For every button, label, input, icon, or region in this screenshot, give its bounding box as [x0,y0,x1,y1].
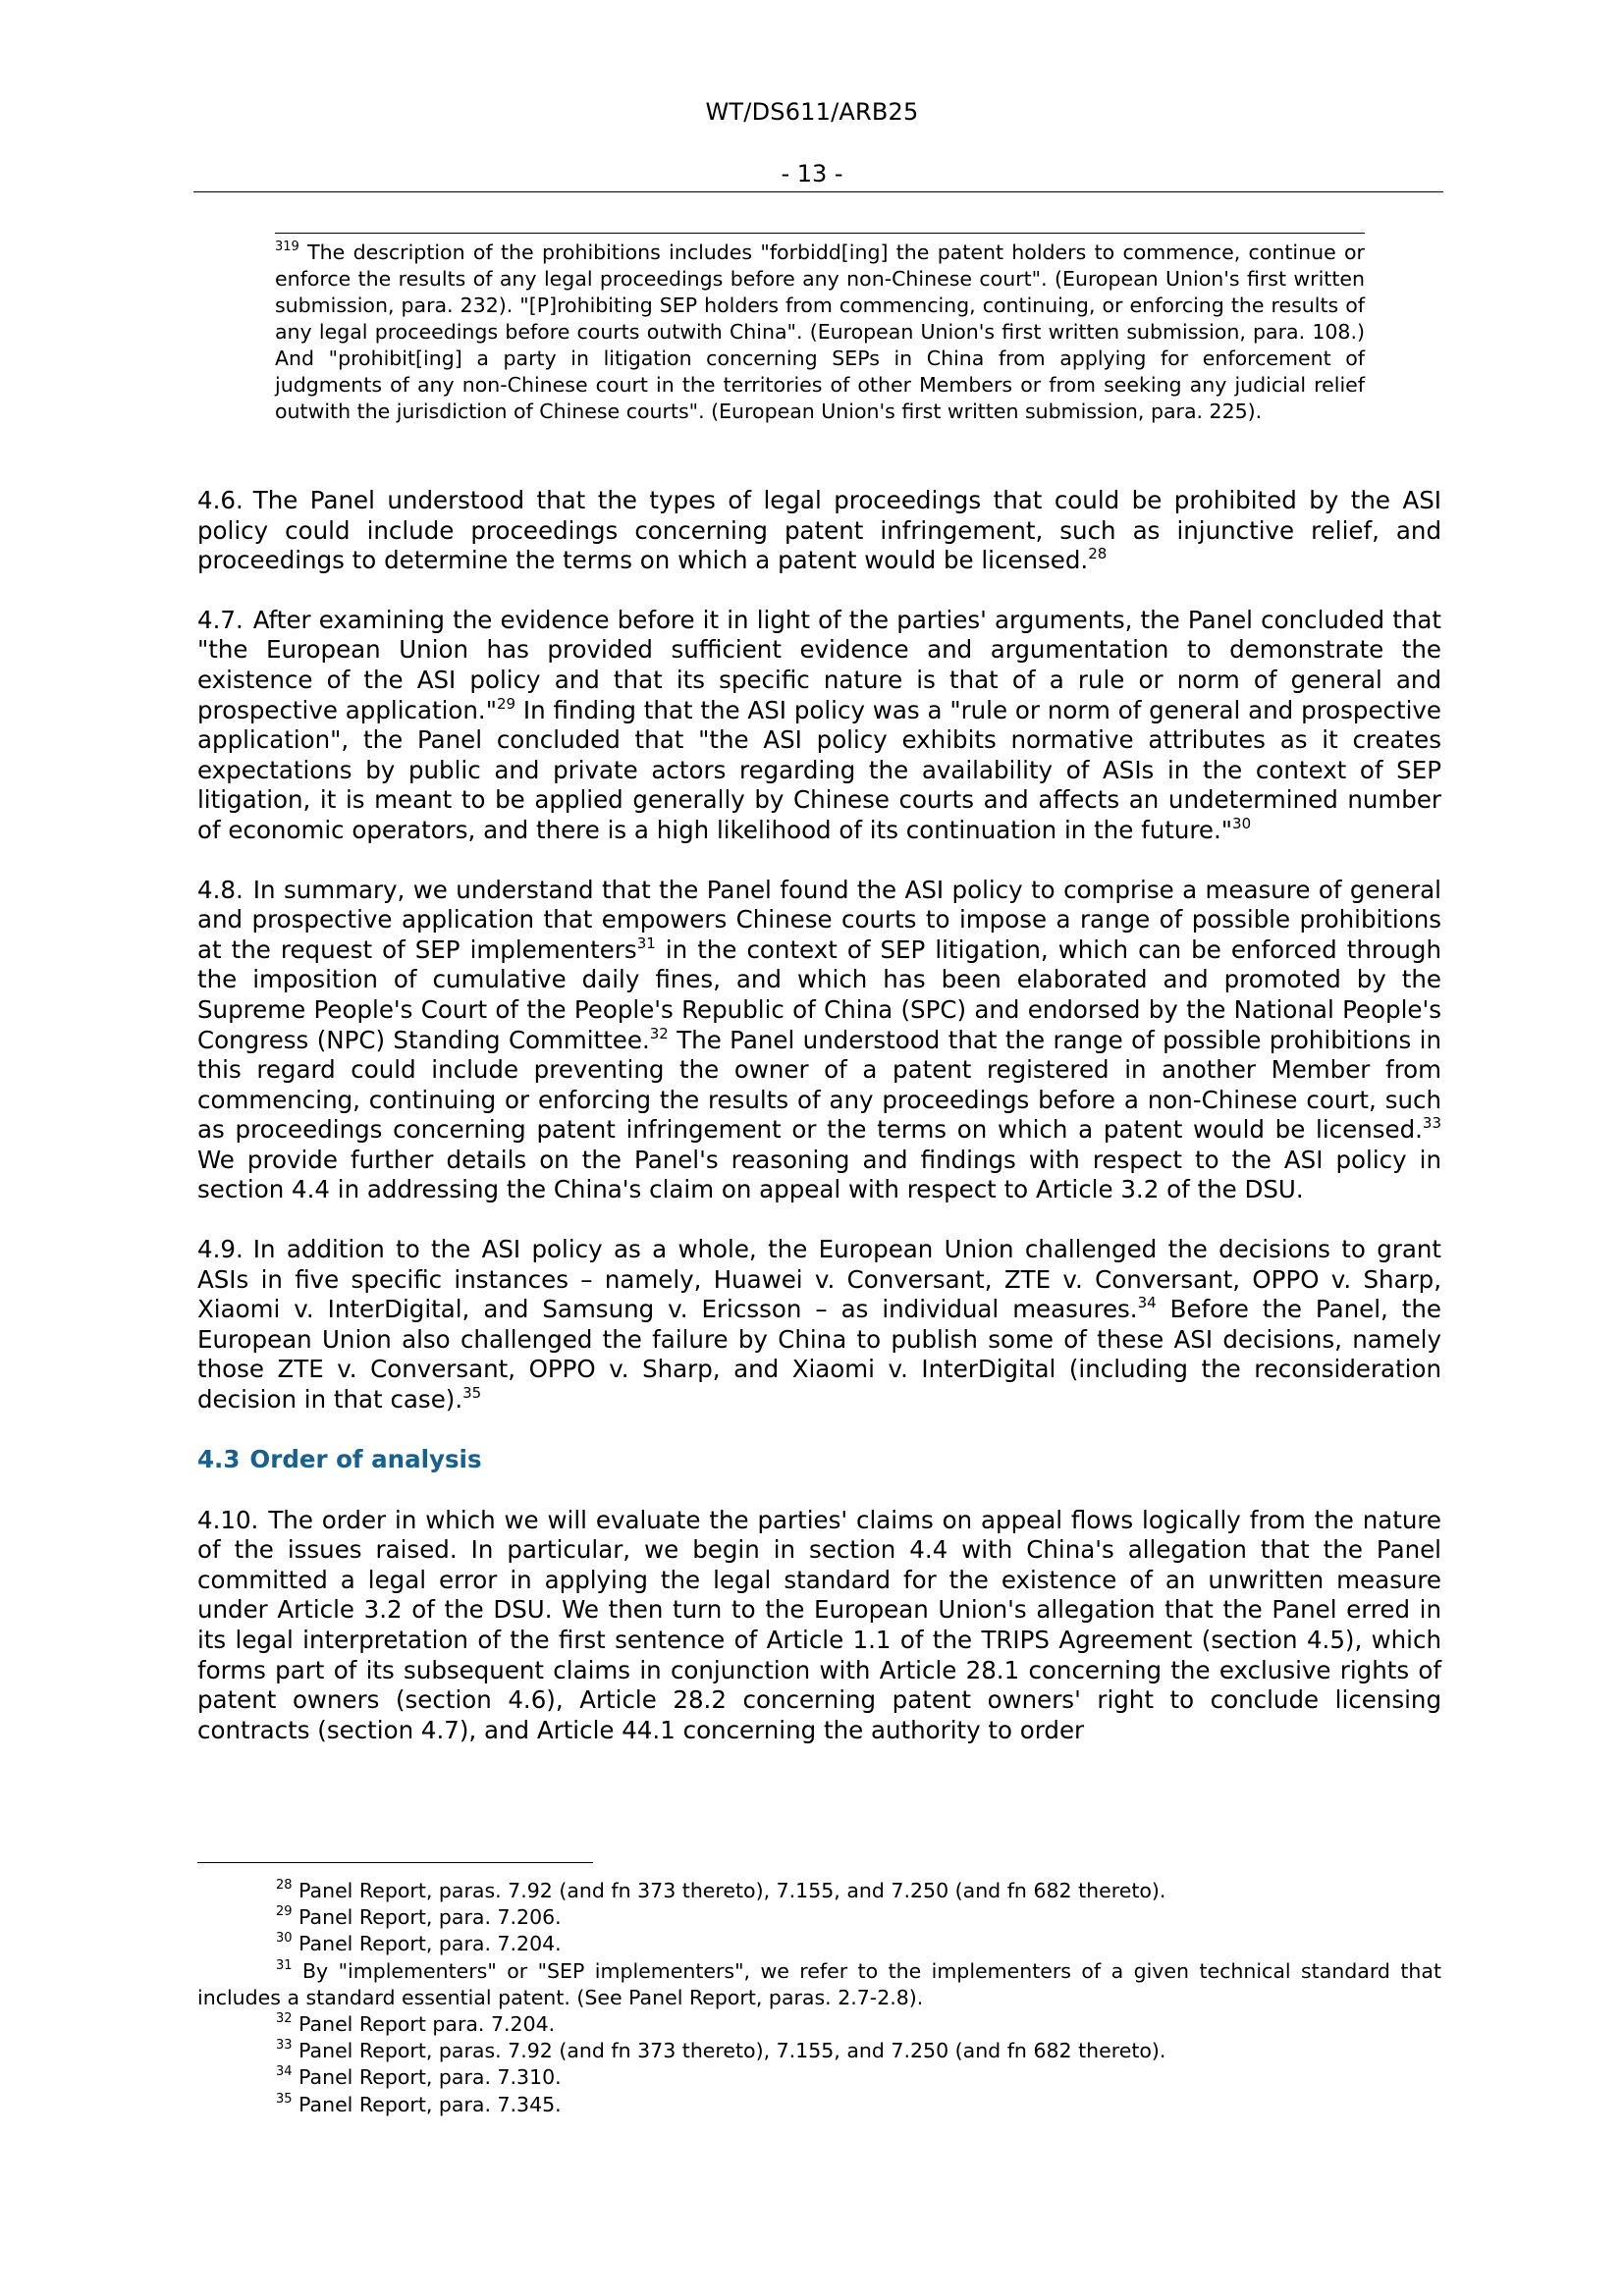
footnote [197,1878,1441,1904]
footnote-marker: 29 [276,1904,293,1920]
section-number: 4.3 [197,1444,241,1473]
footnote-marker: 35 [276,2091,293,2107]
footnote-marker: 31 [276,1957,293,1973]
footnote-text: Panel Report, para. 7.206. [298,1905,562,1930]
footnote [197,1931,1441,1957]
page-number: - 13 - [781,160,843,187]
footnote-reference[interactable]: 30 [1232,814,1252,832]
paragraph-number: 4.8. [197,875,244,904]
footnote-reference[interactable]: 33 [1422,1114,1441,1133]
continued-footnote-block [275,233,1365,425]
paragraph-number: 4.7. [197,605,244,634]
paragraph [197,1506,1441,1746]
paragraph-text: The Panel understood that the range of possible prohibitions in this regard could include preventing the owner of a patent registered in another Member from commencing, continuing or enforcing the results of any proceedings before a non-Chinese court, such as proceedings concerning patent infringement or the terms on which a patent would be licensed. [197,1025,1441,1145]
paragraph-text: in the context of SEP litigation, which can be enforced through the imposition of cumulative daily fines, and which has been elaborated and promoted by the Supreme People's Court of the People's Republic of China (SPC) and endorsed by the National People's Congress (NPC) Standing Committee. [197,934,1441,1054]
footnote [197,2038,1441,2064]
paragraph-text: The order in which we will evaluate the parties' claims on appeal flows logically from the nature of the issues raised. In particular, we begin in section 4.4 with China's allegation that the Panel committed a legal error in applying the legal standard for the existence of an unwritten measure under Article 3.2 of the DSU. We then turn to the European Union's allegation that the Panel erred in its legal interpretation of the first sentence of Article 1.1 of the TRIPS Agreement (section 4.5), which forms part of its subsequent claims in conjunction with Article 28.1 concerning the exclusive rights of patent owners (section 4.6), Article 28.2 concerning patent owners' right to conclude licensing contracts (section 4.7), and Article 44.1 concerning the authority to order [197,1505,1441,1744]
footnote [197,2011,1441,2038]
footnote-text: Panel Report, paras. 7.92 (and fn 373 thereto), 7.155, and 7.250 (and fn 682 thereto). [298,2039,1166,2063]
footnote-text: The description of the prohibitions includes "forbidd[ing] the patent holders to commence, continue or enforce the results of any legal proceedings before any non-Chinese court". (European Union's first written submission, para. 232). "[P]rohibiting SEP holders from commencing, continuing, or enforcing the results of any legal proceedings before courts outwith China". (European Union's first written submission, para. 108.) And "prohibit[ing] a party in litigation concerning SEPs in China from applying for enforcement of judgments of any non-Chinese court in the territories of other Members or from seeking any judicial relief outwith the jurisdiction of Chinese courts". (European Union's first written submission, para. 225). [275,240,1365,423]
footnote-marker: 33 [276,2038,293,2054]
paragraph [197,486,1441,576]
header-rule [193,191,1443,192]
footnote [197,2092,1441,2118]
document-symbol: WT/DS611/ARB25 [705,98,919,126]
paragraph-text: Before the Panel, the European Union also challenged the failure by China to publish some of these ASI decisions, namely those ZTE v. Conversant, OPPO v. Sharp, and Xiaomi v. InterDigital (including the reconsideration decision in that case). [197,1295,1441,1415]
footnote-marker: 30 [276,1931,293,1947]
continued-footnote-rule [275,233,1365,234]
footnote-reference[interactable]: 29 [496,694,516,713]
paragraph-number: 4.9. [197,1235,244,1264]
footnote-text: Panel Report para. 7.204. [298,2012,556,2037]
section-title: Order of analysis [249,1444,482,1473]
footnote-reference[interactable]: 28 [1088,545,1108,563]
footnote-marker: 319 [275,240,299,254]
footnote [197,1958,1441,2011]
paragraph-text: In summary, we understand that the Panel found the ASI policy to comprise a measure of general and prospective application that empowers Chinese courts to impose a range of possible prohibitions at the request of SEP implementers [197,875,1441,964]
footnotes [197,1878,1441,2118]
paragraph-text: After examining the evidence before it in light of the parties' arguments, the Panel concluded that "the European Union has provided sufficient evidence and argumentation to demonstrate the existence of the ASI policy and that its specific nature is that of a rule or norm of general and prospective application." [197,605,1441,724]
paragraph [197,1235,1441,1415]
footnote-text: Panel Report, para. 7.204. [298,1932,562,1956]
footnote-reference[interactable]: 34 [1137,1294,1157,1312]
footnote-reference[interactable]: 35 [462,1384,482,1403]
paragraph [197,876,1441,1206]
footnote [197,1904,1441,1931]
footnote-separator [197,1862,593,1863]
section-heading [197,1445,1441,1474]
paragraph-text: In finding that the ASI policy was a "rule or norm of general and prospective application", the Panel concluded that "the ASI policy exhibits normative attributes as it creates expectations by public and private actors regarding the availability of ASIs in the context of SEP litigation, it is meant to be applied generally by Chinese courts and affects an undetermined number of economic operators, and there is a high likelihood of its continuation in the future." [197,695,1441,844]
paragraph-number: 4.6. [197,486,244,514]
footnote [197,2064,1441,2091]
paragraph-text: We provide further details on the Panel's reasoning and findings with respect to the ASI policy in section 4.4 in addressing the China's claim on appeal with respect to Article 3.2 of the DSU. [197,1145,1441,1204]
footnote-text: Panel Report, para. 7.345. [298,2092,562,2116]
paragraph-list [197,486,1441,1415]
paragraph-text: The Panel understood that the types of legal proceedings that could be prohibited by the ASI policy could include proceedings concerning patent infringement, such as injunctive relief, and proceedings to determine the terms on which a patent would be licensed. [197,486,1441,575]
footnote-text: Panel Report, para. 7.310. [298,2065,562,2090]
continued-footnote-text [275,240,1365,425]
paragraph-number: 4.10. [197,1505,259,1534]
footnote-marker: 32 [276,2011,293,2027]
paragraph [197,606,1441,846]
footnote-marker: 34 [276,2064,293,2080]
footnote-text: Panel Report, paras. 7.92 (and fn 373 thereto), 7.155, and 7.250 (and fn 682 thereto). [298,1879,1166,1902]
paragraph-text: In addition to the ASI policy as a whole, the European Union challenged the decisions to grant ASIs in five specific instances – namely, Huawei v. Conversant, ZTE v. Conversant, OPPO v. Sharp, Xiaomi v. InterDigital, and Samsung v. Ericsson – as individual measures. [197,1235,1441,1324]
footnote-marker: 28 [276,1878,293,1893]
footnote-reference[interactable]: 31 [636,934,656,952]
footnote-reference[interactable]: 32 [649,1024,669,1042]
footnote-text: By "implementers" or "SEP implementers", we refer to the implementers of a given technical standard that includes a standard essential patent. (See Panel Report, paras. 2.7-2.8). [197,1958,1441,2009]
body-text [197,486,1441,1775]
